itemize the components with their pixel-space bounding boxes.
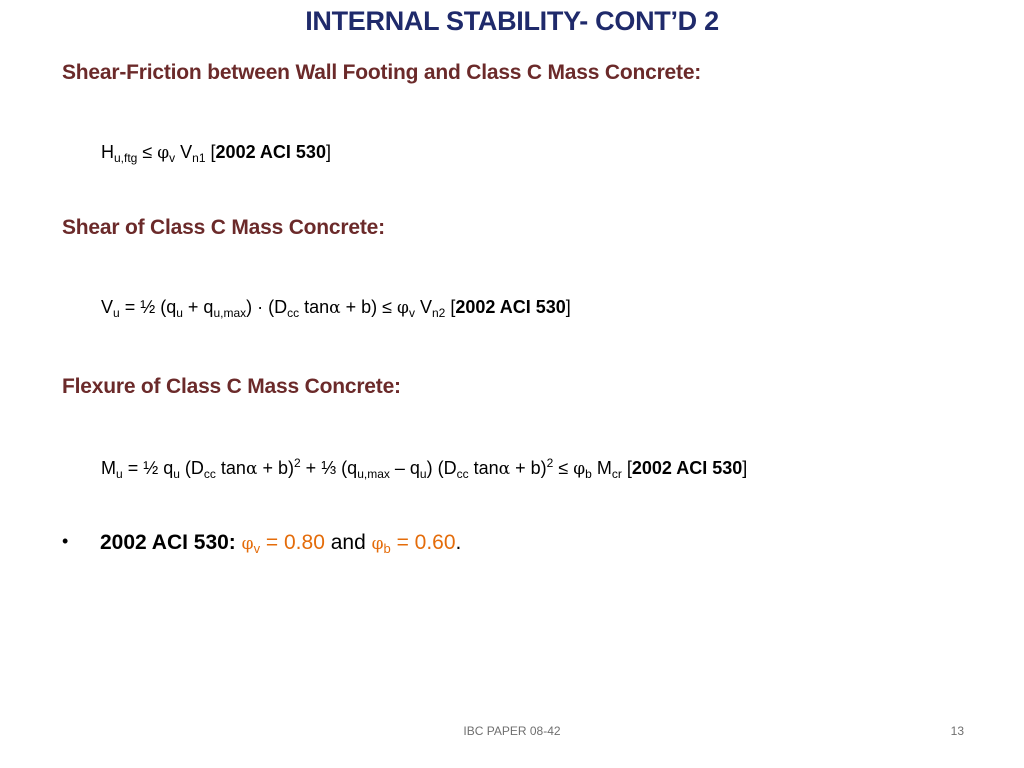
eq-text: + ⅓ (q: [300, 458, 358, 478]
eq-text: H: [101, 142, 114, 162]
phi-symbol: φ: [371, 534, 384, 554]
section-heading-shear: Shear of Class C Mass Concrete:: [62, 216, 385, 239]
alpha-symbol: α: [498, 459, 511, 479]
phi-symbol: φ: [157, 143, 170, 163]
eq-text: V: [414, 297, 432, 317]
alpha-symbol: α: [329, 298, 341, 318]
eq-subscript: u: [419, 467, 427, 481]
eq-subscript: u,ftg: [114, 151, 138, 165]
eq-subscript: u,max: [357, 467, 390, 481]
footer-text: IBC PAPER 08-42: [463, 724, 561, 738]
eq-text: ]: [742, 458, 748, 478]
code-reference: 2002 ACI 530: [631, 458, 743, 478]
eq-text: = ½ q: [122, 458, 174, 478]
phi-symbol: φ: [397, 298, 409, 318]
eq-text: .: [455, 531, 462, 554]
eq-text: V: [101, 297, 114, 317]
eq-text: [: [205, 142, 216, 162]
equation-shear-friction: [101, 142, 331, 163]
equation-flexure: [101, 458, 747, 479]
code-reference: 2002 ACI 530: [455, 297, 566, 317]
bullet-marker: •: [62, 531, 69, 551]
eq-subscript: u: [116, 467, 123, 481]
eq-subscript: cc: [456, 467, 469, 481]
page-number: 13: [950, 724, 964, 738]
eq-subscript: u: [176, 306, 183, 320]
phi-symbol: φ: [241, 534, 254, 554]
eq-superscript: 2: [293, 456, 301, 470]
eq-text: ]: [565, 297, 571, 317]
eq-text: (D: [179, 458, 204, 478]
eq-text: [: [621, 458, 632, 478]
equation-shear: [101, 297, 571, 318]
eq-text: + b): [257, 458, 294, 478]
eq-text: + b) ≤: [340, 297, 398, 317]
eq-subscript: v: [408, 306, 415, 320]
eq-text: tan: [215, 458, 246, 478]
eq-text: ]: [325, 142, 331, 162]
eq-text: ) · (D: [246, 297, 288, 317]
section-heading-shear-friction: Shear-Friction between Wall Footing and Class C Mass Concrete:: [62, 61, 702, 84]
bullet-label: 2002 ACI 530:: [100, 531, 236, 554]
eq-text: + q: [182, 297, 214, 317]
eq-subscript: v: [253, 541, 261, 556]
eq-subscript: b: [585, 467, 592, 481]
bullet-item-factors: [62, 531, 461, 555]
eq-text: ≤: [137, 142, 158, 162]
eq-text: tan: [468, 458, 499, 478]
eq-subscript: u: [173, 467, 180, 481]
eq-subscript: u,max: [213, 306, 247, 320]
eq-superscript: 2: [546, 456, 554, 470]
eq-text: M: [101, 458, 116, 478]
eq-text: tan: [299, 297, 330, 317]
eq-subscript: cr: [611, 467, 622, 481]
eq-text: M: [591, 458, 612, 478]
eq-subscript: n1: [192, 151, 206, 165]
eq-subscript: v: [169, 151, 176, 165]
eq-subscript: cc: [203, 467, 216, 481]
eq-text: [: [445, 297, 456, 317]
eq-text: ) (D: [426, 458, 457, 478]
eq-text: + b): [510, 458, 547, 478]
eq-text: and: [324, 531, 372, 554]
eq-subscript: n2: [431, 306, 446, 320]
eq-subscript: u: [113, 306, 120, 320]
section-heading-flexure: Flexure of Class C Mass Concrete:: [62, 375, 401, 398]
phi-symbol: φ: [573, 459, 586, 479]
slide-title: INTERNAL STABILITY- CONT’D 2: [305, 6, 719, 36]
eq-subscript: b: [383, 541, 391, 556]
eq-subscript: cc: [287, 306, 300, 320]
eq-text: ≤: [553, 458, 574, 478]
alpha-symbol: α: [245, 459, 258, 479]
eq-text: – q: [389, 458, 420, 478]
factor-value-v: = 0.80: [260, 531, 325, 554]
eq-text: V: [175, 142, 193, 162]
code-reference: 2002 ACI 530: [215, 142, 326, 162]
eq-text: = ½ (q: [119, 297, 177, 317]
factor-value-b: = 0.60: [390, 531, 456, 554]
